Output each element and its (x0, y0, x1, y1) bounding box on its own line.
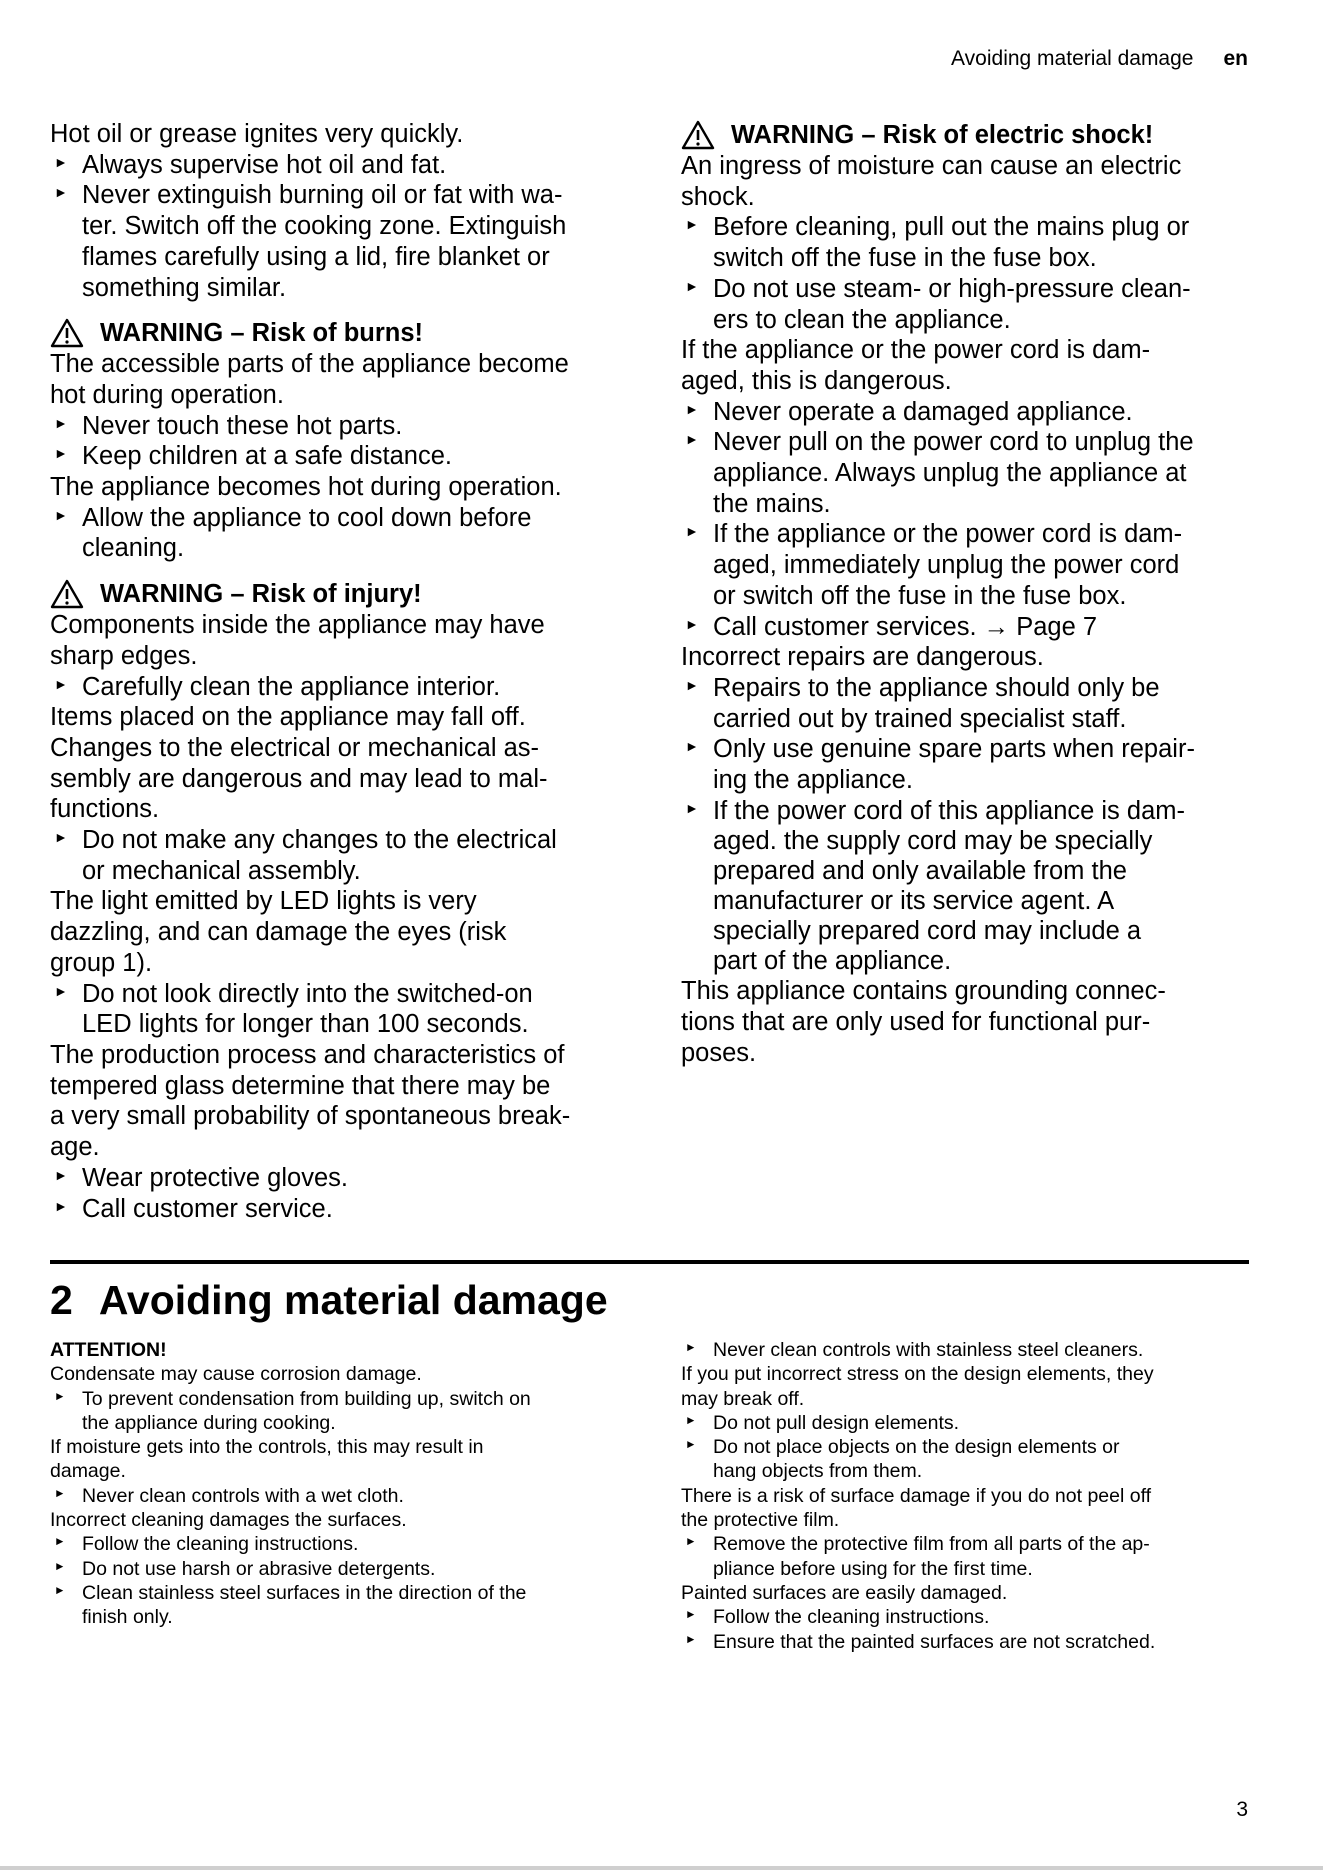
bullet-triangle-icon: ► (54, 1559, 66, 1573)
bullet-triangle-icon: ► (54, 1486, 66, 1500)
paragraph: Painted surfaces are easily damaged. (681, 1581, 1008, 1604)
bullet-triangle-icon: ► (685, 1413, 697, 1427)
list-item (50, 1163, 615, 1194)
bullet-triangle-icon: ► (54, 506, 68, 523)
list-item-text: Do not pull design elements. (713, 1411, 960, 1434)
list-item-text: Do not place objects on the design elements or hang objects from them. (713, 1436, 1120, 1483)
list-item-text: Do not use steam- or high-pressure clean- ers to clean the appliance. (713, 274, 1191, 334)
warning-heading (681, 119, 1246, 151)
list-item-text: Wear protective gloves. (82, 1163, 348, 1192)
list-item (681, 519, 1246, 611)
list-item-text: Do not look directly into the switched-on LED lights for longer than 100 seconds. (82, 979, 533, 1039)
paragraph: There is a risk of surface damage if you do not peel off the protective film. (681, 1484, 1152, 1532)
bullet-triangle-icon: ► (685, 1535, 697, 1549)
list-item (50, 503, 615, 564)
list-item-text: Do not use harsh or abrasive detergents. (82, 1557, 436, 1580)
list-item (681, 427, 1246, 519)
list-item-text: To prevent condensation from building up, switch on the appliance during cooking. (82, 1387, 531, 1434)
list-item-text: Ensure that the painted surfaces are not scratched. (713, 1630, 1156, 1653)
bullet-triangle-icon: ► (685, 1341, 697, 1354)
bullet-triangle-icon: ► (54, 1166, 68, 1183)
list-item-text: Follow the cleaning instructions. (713, 1606, 990, 1629)
list-item (681, 734, 1246, 795)
material-damage-column-right (681, 1338, 1246, 1654)
list-item (50, 1194, 615, 1225)
material-damage-column-left (50, 1338, 615, 1630)
list-item-text: Call customer service. (82, 1194, 333, 1223)
list-item-text: Never clean controls with a wet cloth. (82, 1484, 404, 1507)
list-item-text: Never touch these hot parts. (82, 411, 403, 440)
list-item-text: Keep children at a safe distance. (82, 442, 452, 471)
bullet-triangle-icon: ► (685, 615, 699, 632)
list-item-text: Do not make any changes to the electrical or mechanical assembly. (82, 826, 557, 885)
list-item-text: Follow the cleaning instructions. (82, 1533, 359, 1556)
paragraph: Hot oil or grease ignites very quickly. (50, 120, 464, 148)
paragraph: The appliance becomes hot during operation. (50, 473, 562, 502)
paragraph: The production process and characteristics of tempered glass determine that there may be a very small probability of spontaneous break- age. (50, 1040, 571, 1162)
list-item-text: If the appliance or the power cord is dam- aged, immediately unplug the power cord or switch off the fuse in the fuse box. (713, 520, 1183, 610)
list-item-text: Carefully clean the appliance interior. (82, 672, 501, 701)
list-item (681, 397, 1246, 428)
paragraph: If moisture gets into the controls, this may result in damage. (50, 1436, 484, 1483)
list-item (681, 796, 1246, 976)
list-item (50, 180, 615, 303)
list-item-text: Never operate a damaged appliance. (713, 397, 1133, 426)
bullet-triangle-icon: ► (54, 829, 68, 846)
warning-triangle-icon (50, 579, 84, 609)
list-item (50, 1557, 615, 1581)
list-item (50, 1532, 615, 1556)
bullet-triangle-icon: ► (54, 445, 68, 462)
list-item (50, 979, 615, 1040)
list-item (681, 1435, 1246, 1484)
paragraph: Condensate may cause corrosion damage. (50, 1363, 422, 1386)
list-item (681, 673, 1246, 734)
warning-title: WARNING – Risk of electric shock! (731, 120, 1154, 149)
bullet-triangle-icon: ► (685, 738, 699, 755)
safety-column-left (50, 119, 615, 1224)
warning-triangle-icon (681, 120, 715, 150)
paragraph: The light emitted by LED lights is very dazzling, and can damage the eyes (risk group 1). (50, 887, 507, 977)
bullet-triangle-icon: ► (685, 799, 699, 816)
list-item-text: Never extinguish burning oil or fat with wa- ter. Switch off the cooking zone. Extinguish flames carefully using a lid, fire blanket or something similar. (82, 181, 567, 302)
list-item (681, 1605, 1246, 1629)
list-item-text: If the power cord of this appliance is dam- aged. the supply cord may be specially prepared and only available from the manufacturer or its service agent. A specially prepared cord may include a part of the appliance. (713, 796, 1185, 976)
list-item-text: Call customer services. → Page 7 (713, 612, 1098, 641)
list-item (50, 1581, 615, 1630)
list-item (681, 612, 1246, 643)
list-item-text: Clean stainless steel surfaces in the direction of the finish only. (82, 1581, 527, 1629)
list-item (681, 1411, 1246, 1435)
paragraph: If you put incorrect stress on the design elements, they may break off. (681, 1363, 1154, 1410)
section-number: 2 (50, 1277, 73, 1323)
safety-column-right (681, 119, 1246, 1068)
bullet-triangle-icon: ► (685, 1438, 697, 1452)
list-item-text: Repairs to the appliance should only be carried out by trained specialist staff. (713, 673, 1160, 733)
list-item (681, 1630, 1246, 1654)
bullet-triangle-icon: ► (685, 400, 699, 417)
list-item (50, 411, 615, 442)
warning-title: WARNING – Risk of injury! (100, 579, 422, 608)
page-bottom-edge (0, 1866, 1323, 1870)
bullet-triangle-icon: ► (54, 1583, 66, 1597)
paragraph: Components inside the appliance may have sharp edges. (50, 611, 545, 670)
page-number: 3 (1236, 1798, 1248, 1821)
warning-triangle-icon (50, 318, 84, 348)
bullet-triangle-icon: ► (54, 153, 68, 170)
paragraph: Changes to the electrical or mechanical as- sembly are dangerous and may lead to mal- functions. (50, 733, 548, 824)
section-title: Avoiding material damage (98, 1277, 608, 1323)
list-item-text: Remove the protective film from all parts of the ap- pliance before using for the first time. (713, 1533, 1150, 1580)
bullet-triangle-icon: ► (685, 216, 699, 233)
section-heading (50, 1272, 608, 1328)
list-item-text: Never pull on the power cord to unplug the appliance. Always unplug the appliance at the mains. (713, 428, 1194, 518)
paragraph: Incorrect repairs are dangerous. (681, 643, 1044, 672)
paragraph: Incorrect cleaning damages the surfaces. (50, 1509, 407, 1532)
bullet-triangle-icon: ► (54, 184, 68, 201)
header-language-code: en (1223, 47, 1248, 70)
paragraph: An ingress of moisture can cause an electric shock. (681, 152, 1182, 211)
list-item (50, 825, 615, 886)
bullet-triangle-icon: ► (685, 1632, 697, 1646)
paragraph: The accessible parts of the appliance become hot during operation. (50, 350, 569, 409)
bullet-triangle-icon: ► (54, 1197, 68, 1214)
list-item-text: Only use genuine spare parts when repair- ing the appliance. (713, 735, 1195, 795)
bullet-triangle-icon: ► (54, 1389, 66, 1403)
paragraph: If the appliance or the power cord is dam- aged, this is dangerous. (681, 336, 1151, 395)
bullet-triangle-icon: ► (54, 414, 68, 431)
list-item (681, 1532, 1246, 1581)
list-item (681, 212, 1246, 273)
paragraph: This appliance contains grounding connec- tions that are only used for functional pur- poses. (681, 977, 1166, 1067)
list-item (50, 1484, 615, 1508)
list-item (681, 274, 1246, 335)
bullet-triangle-icon: ► (685, 431, 699, 448)
list-item-text: Allow the appliance to cool down before cleaning. (82, 503, 532, 563)
section-divider (50, 1260, 1249, 1264)
bullet-triangle-icon: ► (54, 982, 68, 999)
bullet-triangle-icon: ► (685, 277, 699, 294)
running-header (951, 44, 1248, 74)
warning-heading (50, 317, 615, 349)
list-item-text: Always supervise hot oil and fat. (82, 150, 447, 179)
list-item (50, 1387, 615, 1436)
bullet-triangle-icon: ► (685, 1608, 697, 1622)
warning-title: WARNING – Risk of burns! (100, 318, 424, 347)
list-item (50, 672, 615, 703)
list-item (50, 150, 615, 181)
bullet-triangle-icon: ► (54, 675, 68, 692)
list-item-text: Before cleaning, pull out the mains plug or switch off the fuse in the fuse box. (713, 213, 1190, 273)
bullet-triangle-icon: ► (54, 1535, 66, 1549)
warning-heading (50, 578, 615, 610)
list-item (50, 441, 615, 472)
bullet-triangle-icon: ► (685, 676, 699, 693)
attention-label: ATTENTION! (50, 1339, 167, 1361)
bullet-triangle-icon: ► (685, 523, 699, 540)
header-section-title: Avoiding material damage (951, 47, 1194, 70)
list-item (681, 1338, 1246, 1362)
list-item-text: Never clean controls with stainless steel cleaners. (713, 1339, 1144, 1361)
paragraph: Items placed on the appliance may fall off. (50, 703, 526, 732)
